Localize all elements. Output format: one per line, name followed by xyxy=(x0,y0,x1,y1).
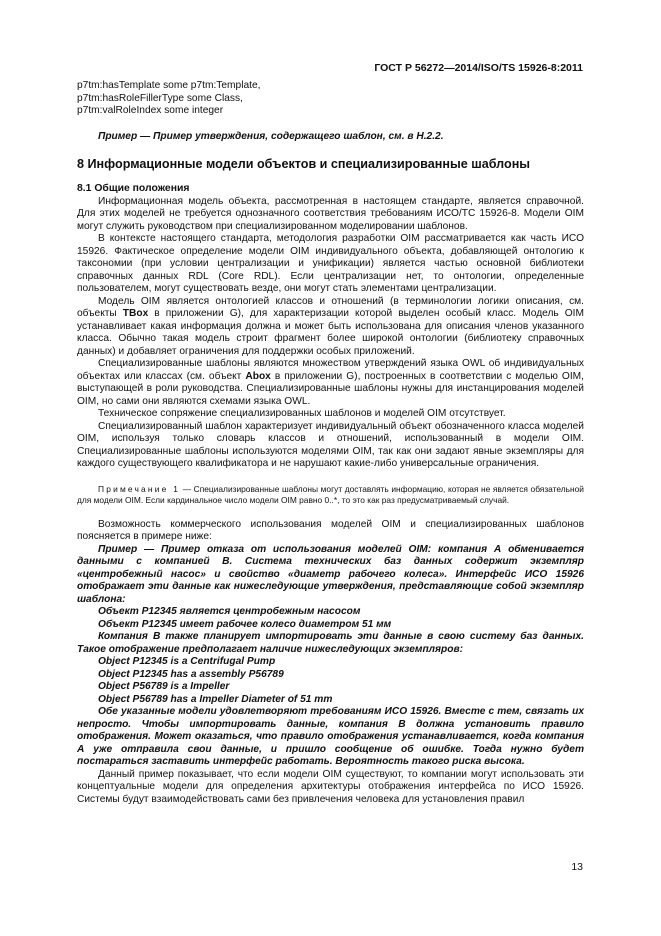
standard-header: ГОСТ Р 56272—2014/ISO/TS 15926-8:2011 xyxy=(374,62,583,74)
code-line: p7tm:valRoleIndex some integer xyxy=(77,105,224,116)
example-instance: Object P56789 has a Impeller Diameter of 51 mm xyxy=(98,693,333,705)
example-reference: Пример — Пример утверждения, содержащего шаблон, см. в Н.2.2. xyxy=(98,130,444,142)
section-8-heading: 8 Информационные модели объектов и специализированные шаблоны xyxy=(77,157,531,171)
text-fragment: в приложении G), для характеризации которой выделен особый класс. Модель OIM устанавливает какая информация должна и может быть использована для описания членов указанного класса. Обычно такая модель строит фрагмент более широкой онтологии (библиотеку справочных данных) и добавляет ограничения для поддержки особых приложений. xyxy=(77,308,584,357)
text-fragment: Модель OIM является онтологией классов и отношений (в терминологии логики описания, см. объекты xyxy=(77,295,584,319)
paragraph-commercial-use: Возможность коммерческого использования моделей OIM и специализированных шаблонов поясняется в примере ниже: xyxy=(77,518,584,542)
example-instance: Object P56789 is a Impeller xyxy=(98,681,230,692)
paragraph-final: Данный пример показывает, что если модели OIM существуют, то компании могут использовать эти концептуальные модели для определения архитектуры отображения интерфейса по ИСО 15926. Системы будут взаимодействовать сами без привлечения человека для установления правил xyxy=(77,768,584,805)
note-label: Примечание 1 xyxy=(98,483,181,494)
page-body xyxy=(77,80,584,806)
paragraph-template-characterizes: Специализированный шаблон характеризует индивидуальный объект обозначенного класса моделей OIM, используя только словарь классов и отношений, использованный в модели OIM. Специализированные шаблоны используются моделями OIM, так как они задают явные экземпляры для каждого существующего квалификатора и не нарушают какие-либо универсальные ограничения. xyxy=(77,420,584,469)
paragraph-oim-methodology: В контексте настоящего стандарта, методология разработки OIM рассматривается как часть ИСО 15926. Фактическое определение модели OIM индивидуального объекта, добавляющей онтологию к таксономии (при условии централизации и унификации) является частью основной библиотеки справочных данных RDL (Core RDL). Если централизации нет, то онтологии, определенные пользователем, могут существовать везде, они могут стать элементами централизации. xyxy=(77,233,584,294)
code-line: p7tm:hasRoleFillerType some Class, xyxy=(77,92,243,104)
example-statement: Объект Р12345 имеет рабочее колесо диаметром 51 мм xyxy=(98,618,392,630)
paragraph-oim-ontology xyxy=(77,296,584,359)
page-number: 13 xyxy=(571,861,583,873)
note-1 xyxy=(77,484,584,506)
text-fragment: в приложении G), построенных в соответствии с моделью OIM, выступающей в роли руководства. Специализированные шаблоны нужны для инстанцирования моделей OIM, но сами они являются схемами языка OWL. xyxy=(77,370,584,407)
example-instance: Object P12345 has a assembly P56789 xyxy=(98,668,284,680)
text-fragment: Специализированные шаблоны являются множеством утверждений языка OWL об индивидуальных объектах или классах (см. объект xyxy=(77,358,584,382)
paragraph-templates xyxy=(77,358,584,408)
example-statement: Объект Р12345 является центробежным насосом xyxy=(98,606,361,617)
paragraph-oim-reference: Информационная модель объекта, рассмотренная в настоящем стандарте, является справочной. Для этих моделей не требуется однозначного соответствия требованиям ИСО/ТС 15926-8. Модели OIM могут служить руководством при специализированном моделировании шаблонов. xyxy=(77,195,584,232)
section-8-1-heading: 8.1 Общие положения xyxy=(77,183,190,194)
paragraph-interface: Техническое сопряжение специализированных шаблонов и моделей OIM отсутствует. xyxy=(98,408,506,419)
abox-term: Abox xyxy=(245,370,271,382)
code-line: p7tm:hasTemplate some p7tm:Template, xyxy=(77,80,261,91)
example-conclusion: Обе указанные модели удовлетворяют требованиям ИСО 15926. Вместе с тем, связать их непросто. Чтобы импортировать данные, компания В должна установить правило отображения. Может оказаться, что правило отображения устанавливается, когда компания А уже отправила свои данные, и пришло сообщение об ошибке. Тогда нужно будет постараться заставить интерфейс работать. Вероятность такого риска высока. xyxy=(77,706,584,767)
note-text: — Специализированные шаблоны могут доставлять информацию, которая не является обязательной для модели OIM. Если кардинальное число модели OIM равно 0..*, то это как раз предусматриваемый случай. xyxy=(77,483,584,505)
tbox-term: TBox xyxy=(122,308,149,319)
example-company-b: Компания В также планирует импортировать эти данные в свою систему баз данных. Такое отображение предполагает наличие нижеследующих экземпляров: xyxy=(77,631,584,655)
example-instance: Object P12345 is a Centrifugal Pump xyxy=(98,656,276,667)
example-refusal-intro: Пример — Пример отказа от использования моделей OIM: компания А обменивается данными с компанией В. Система технических баз данных содержит экземпляр «центробежный насос» и свойство «диаметр рабочего колеса». Интерфейс ИСО 15926 отображает эти данные как нижеследующие утверждения, представляющие собой экземпляр шаблона: xyxy=(77,543,584,605)
